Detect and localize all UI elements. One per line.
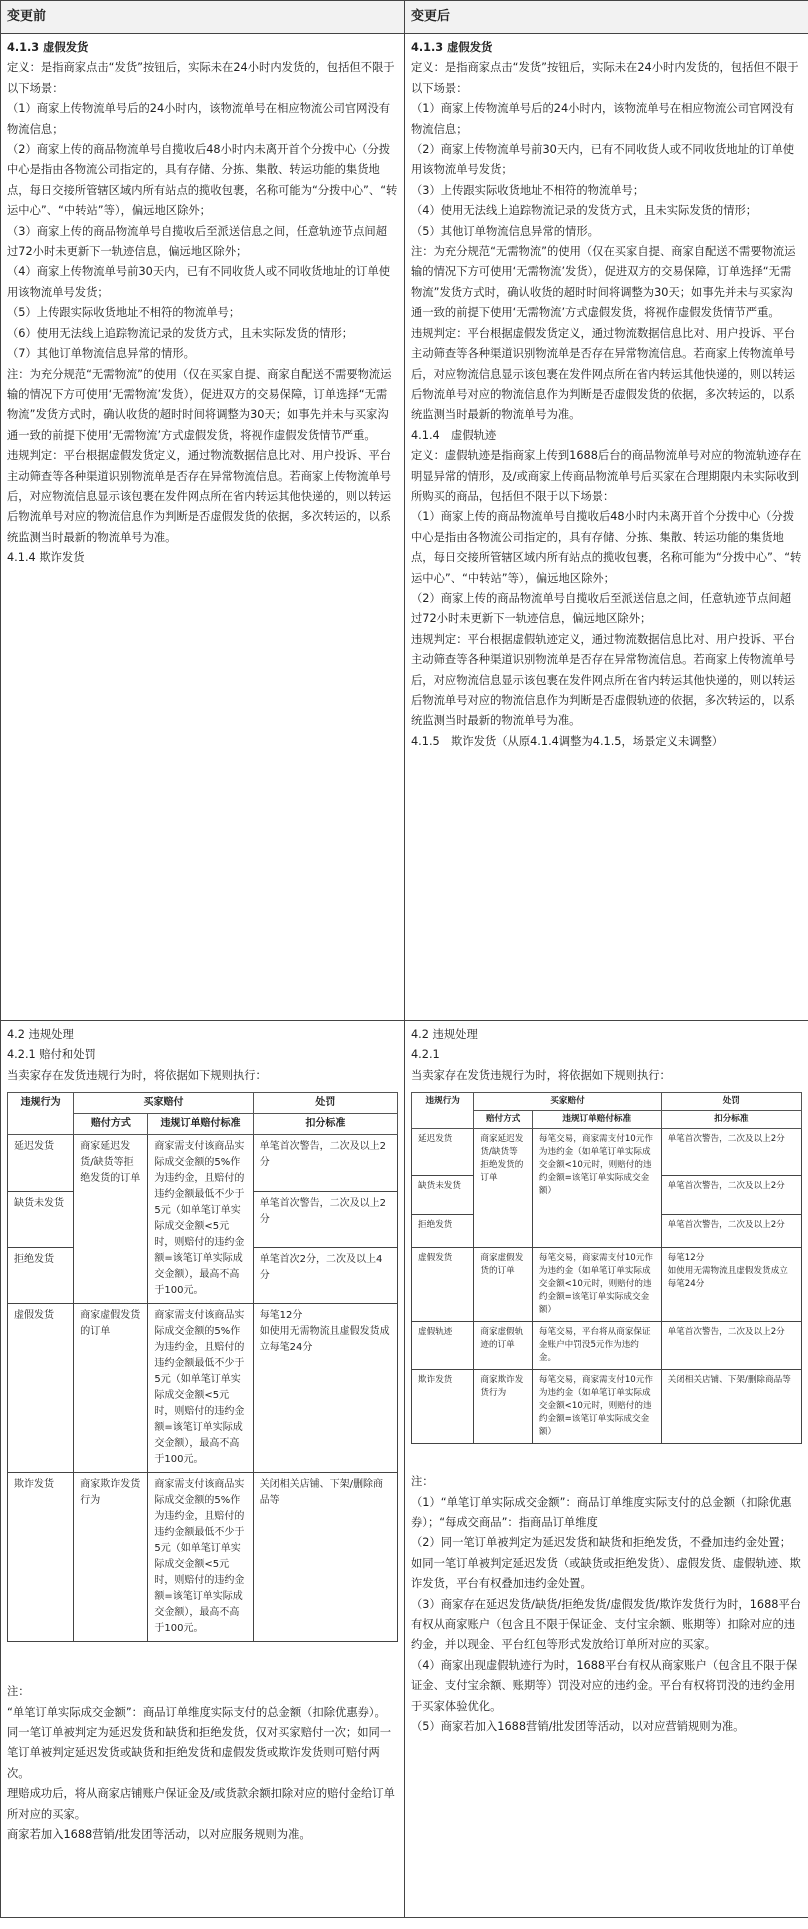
paragraph: 定义：是指商家点击“发货”按钮后，实际未在24小时内发货的，包括但不限于以下场景： — [411, 61, 799, 95]
before-section-4-1 — [1, 34, 405, 1021]
paragraph: 违规判定：平台根据虚假轨迹定义，通过物流数据信息比对、用户投诉、平台主动筛查等各种渠道识别物流单是否存在异常物流信息。若商家上传物流单号后，对应物流信息显示该包裹在发件网点所在省内转运其他快递的，则以转运后物流单号对应的物流信息作为判断是否虚假轨迹的依据，多次转运的，以系统监测当时最新的物流单号为准。 — [411, 632, 796, 728]
paragraph: 违规判定：平台根据虚假发货定义，通过物流数据信息比对、用户投诉、平台主动筛查等各种渠道识别物流单是否存在异常物流信息。若商家上传物流单号后，对应物流信息显示该包裹在发件网点所在省内转运其他快递的，则以转运后物流单号对应的物流信息作为判断是否虚假发货的依据，多次转运的，以系统监测当时最新的物流单号为准。 — [411, 326, 796, 422]
paragraph: （6）使用无法线上追踪物流记录的发货方式，且未实际发货的情形； — [7, 326, 354, 340]
table-row: 延迟发货 商家延迟发货/缺货等拒绝发货的订单 每笔交易，商家需支付10元作为违约金（如单笔订单实际成交金额<10元时，则赔付的违约金额=该笔订单实际成交金额） 单笔首次警告，二次及以上2分 — [412, 1129, 802, 1176]
table-row: 欺诈发货 商家欺诈发货行为 商家需支付该商品实际成交金额的5%作为违约金，且赔付的违约金额最低不少于5元（如单笔订单实际成交金额<5元时，则赔付的违约金额=该笔订单实际成交金额），最高不高于100元。 关闭相关店铺、下架/删除商品等 — [8, 1473, 398, 1642]
paragraph: （2）商家上传的商品物流单号自揽收后至派送信息之间，任意轨迹节点间超过72小时未更新下一轨迹信息，偏远地区除外； — [411, 591, 791, 626]
col-header: 违规订单赔付标准 — [532, 1111, 661, 1129]
note-line: （5）商家若加入1688营销/批发团等活动，以对应营销规则为准。 — [411, 1720, 745, 1734]
note-line: （4）商家出现虚假轨迹行为时，1688平台有权从商家账户（包含且不限于保证金、支付宝余额、账期等）罚没对应的违约金。平台有权将罚没的违约金用于买家体验优化。 — [411, 1658, 798, 1713]
section-heading: 4.2 违规处理 — [411, 1028, 478, 1041]
notes-after — [411, 1472, 802, 1737]
before-section-4-2 — [1, 1021, 405, 1918]
col-header: 违规行为 — [412, 1093, 474, 1129]
notes-before — [7, 1682, 398, 1845]
paragraph: （7）其他订单物流信息异常的情形。 — [7, 347, 195, 361]
table-row: 拒绝发货 单笔首次2分，二次及以上4分 — [8, 1247, 398, 1303]
table-row: 缺货未发货 单笔首次警告，二次及以上2分 — [412, 1176, 802, 1215]
paragraph: （5）其他订单物流信息异常的情形。 — [411, 224, 599, 238]
col-header: 赔付方式 — [474, 1111, 533, 1129]
table-row: 欺诈发货 商家欺诈发货行为 每笔交易，商家需支付10元作为违约金（如单笔订单实际成交金额<10元时，则赔付的违约金额=该笔订单实际成交金额） 关闭相关店铺、下架/删除商品等 — [412, 1370, 802, 1444]
intro-text: 当卖家存在发货违规行为时，将依据如下规则执行： — [7, 1068, 267, 1082]
penalty-table-after — [411, 1092, 802, 1444]
after-section-4-2 — [405, 1021, 808, 1918]
table-row: 虚假发货 商家虚假发货的订单 商家需支付该商品实际成交金额的5%作为违约金，且赔付的违约金额最低不少于5元（如单笔订单实际成交金额<5元时，则赔付的违约金额=该笔订单实际成交金额），最高不高于100元。 每笔12分 如使用无需物流且虚假发货成立每笔24分 — [8, 1304, 398, 1473]
header-after: 变更后 — [405, 1, 808, 34]
section-heading: 4.1.5 欺诈发货（从原4.1.4调整为4.1.5，场景定义未调整） — [411, 734, 724, 748]
note-line: 理赔成功后，将从商家店铺账户保证金及/或货款余额扣除对应的赔付金给订单所对应的买家。 — [7, 1787, 395, 1821]
paragraph: 定义：虚假轨迹是指商家上传到1688后台的商品物流单号对应的物流轨迹存在明显异常的情形，及/或商家上传商品物流单号后买家在合理期限内未实际收到所购买的商品，包括但不限于以下场景： — [411, 449, 802, 503]
paragraph: （2）商家上传的商品物流单号自揽收后48小时内未离开首个分拨中心（分拨中心是指由各物流公司指定的，具有存储、分拣、集散、转运功能的集货地点，每日交接所管辖区域内所有站点的揽收包裹，名称可能为“分拨中心”、“转运中心”、“中转站”等），偏远地区除外； — [7, 143, 398, 218]
sub-heading: 4.2.1 赔付和处罚 — [7, 1048, 96, 1062]
col-header: 赔付方式 — [74, 1114, 148, 1135]
table-row: 拒绝发货 单笔首次警告，二次及以上2分 — [412, 1215, 802, 1248]
col-header: 买家赔付 — [74, 1093, 253, 1114]
col-header: 扣分标准 — [253, 1114, 397, 1135]
section-heading: 4.1.4 欺诈发货 — [7, 551, 85, 565]
paragraph: （3）商家上传的商品物流单号自揽收后至派送信息之间，任意轨迹节点间超过72小时未更新下一轨迹信息，偏远地区除外； — [7, 224, 387, 259]
paragraph: （2）商家上传物流单号前30天内，已有不同收货人或不同收货地址的订单使用该物流单号发货； — [411, 143, 795, 177]
sub-heading: 4.2.1 — [411, 1048, 440, 1062]
intro-text: 当卖家存在发货违规行为时，将依据如下规则执行： — [411, 1068, 671, 1082]
col-header: 处罚 — [253, 1093, 397, 1114]
paragraph: （4）商家上传物流单号前30天内，已有不同收货人或不同收货地址的订单使用该物流单号发货； — [7, 265, 391, 299]
paragraph: 注：为充分规范“无需物流”的使用（仅在买家自提、商家自配送不需要物流运输的情况下方可使用‘无需物流’发货），促进双方的交易保障，订单选择“无需物流”发货方式时，确认收货的超时时间将调整为30天；如事先并未与买家沟通一致的前提下使用‘无需物流’方式虚假发货，将视作虚假发货情节严重。 — [7, 367, 392, 442]
note-line: 注： — [411, 1475, 434, 1489]
note-line: 注： — [7, 1685, 30, 1699]
col-header: 违规行为 — [8, 1093, 74, 1135]
penalty-table-before — [7, 1092, 398, 1642]
section-heading: 4.1.3 虚假发货 — [7, 41, 89, 54]
col-header: 处罚 — [661, 1093, 801, 1111]
after-section-4-1 — [405, 34, 808, 1021]
paragraph: （3）上传跟实际收货地址不相符的物流单号； — [411, 183, 645, 197]
table-row: 虚假发货 商家虚假发货的订单 每笔交易，商家需支付10元作为违约金（如单笔订单实际成交金额<10元时，则赔付的违约金额=该笔订单实际成交金额） 每笔12分 如使用无需物流且虚假发货成立每笔24分 — [412, 1248, 802, 1322]
col-header: 买家赔付 — [474, 1093, 661, 1111]
note-line: （1）“单笔订单实际成交金额”：商品订单维度实际支付的总金额（扣除优惠券）；“每成交商品”：指商品订单维度 — [411, 1495, 792, 1530]
paragraph: 注：为充分规范“无需物流”的使用（仅在买家自提、商家自配送不需要物流运输的情况下方可使用‘无需物流’发货），促进双方的交易保障，订单选择“无需物流”发货方式时，确认收货的超时时间将调整为30天；如事先并未与买家沟通一致的前提下使用‘无需物流’方式虚假发货，将视作虚假发货情节严重。 — [411, 245, 796, 320]
paragraph: 违规判定：平台根据虚假发货定义，通过物流数据信息比对、用户投诉、平台主动筛查等各种渠道识别物流单是否存在异常物流信息。若商家上传物流单号后，对应物流信息显示该包裹在发件网点所在省内转运其他快递的，则以转运后物流单号对应的物流信息作为判断是否虚假发货的依据，多次转运的，以系统监测当时最新的物流单号为准。 — [7, 449, 392, 544]
col-header: 违规订单赔付标准 — [148, 1114, 253, 1135]
section-heading: 4.1.3 虚假发货 — [411, 41, 493, 54]
note-line: “单笔订单实际成交金额”：商品订单维度实际支付的总金额（扣除优惠券）。 — [7, 1705, 386, 1719]
note-line: （3）商家存在延迟发货/缺货/拒绝发货/虚假发货/欺诈发货行为时，1688平台有权从商家账户（包含且不限于保证金、支付宝余额、账期等）扣除对应的违约金，并以现金、平台红包等形式发放给订单所对应的买家。 — [411, 1597, 802, 1652]
note-line: （2）同一笔订单被判定为延迟发货和缺货和拒绝发货，不叠加违约金处置；如同一笔订单被判定延迟发货（或缺货或拒绝发货）、虚假发货、虚假轨迹、欺诈发货，平台有权叠加违约金处置。 — [411, 1536, 801, 1591]
header-before: 变更前 — [1, 1, 405, 34]
table-row: 虚假轨迹 商家虚假轨迹的订单 每笔交易，平台将从商家保证金账户中罚没5元作为违约金。 单笔首次警告，二次及以上2分 — [412, 1322, 802, 1370]
col-header: 扣分标准 — [661, 1111, 801, 1129]
table-row: 缺货未发货 单笔首次警告，二次及以上2分 — [8, 1191, 398, 1247]
paragraph: （4）使用无法线上追踪物流记录的发货方式，且未实际发货的情形； — [411, 204, 758, 218]
section-heading: 4.2 违规处理 — [7, 1028, 74, 1041]
paragraph: （1）商家上传物流单号后的24小时内，该物流单号在相应物流公司官网没有物流信息； — [411, 102, 795, 136]
section-heading: 4.1.4 虚假轨迹 — [411, 428, 497, 442]
paragraph: 定义：是指商家点击“发货”按钮后，实际未在24小时内发货的，包括但不限于以下场景： — [7, 61, 395, 95]
note-line: 商家若加入1688营销/批发团等活动，以对应服务规则为准。 — [7, 1828, 311, 1842]
paragraph: （1）商家上传物流单号后的24小时内，该物流单号在相应物流公司官网没有物流信息； — [7, 102, 391, 136]
header-row — [1, 1, 808, 34]
note-line: 同一笔订单被判定为延迟发货和缺货和拒绝发货，仅对买家赔付一次；如同一笔订单被判定延迟发货或缺货和拒绝发货和虚假发货或欺诈发货则可赔付两次。 — [7, 1726, 392, 1780]
table-row: 延迟发货 商家延迟发货/缺货等拒绝发货的订单 商家需支付该商品实际成交金额的5%作为违约金，且赔付的违约金额最低不少于5元（如单笔订单实际成交金额<5元时，则赔付的违约金额=该笔订单实际成交金额），最高不高于100元。 单笔首次警告，二次及以上2分 — [8, 1135, 398, 1191]
paragraph: （1）商家上传的商品物流单号自揽收后48小时内未离开首个分拨中心（分拨中心是指由各物流公司指定的，具有存储、分拣、集散、转运功能的集货地点，每日交接所管辖区域内所有站点的揽收包裹，名称可能为“分拨中心”、“转运中心”、“中转站”等），偏远地区除外； — [411, 510, 802, 585]
paragraph: （5）上传跟实际收货地址不相符的物流单号； — [7, 306, 241, 320]
